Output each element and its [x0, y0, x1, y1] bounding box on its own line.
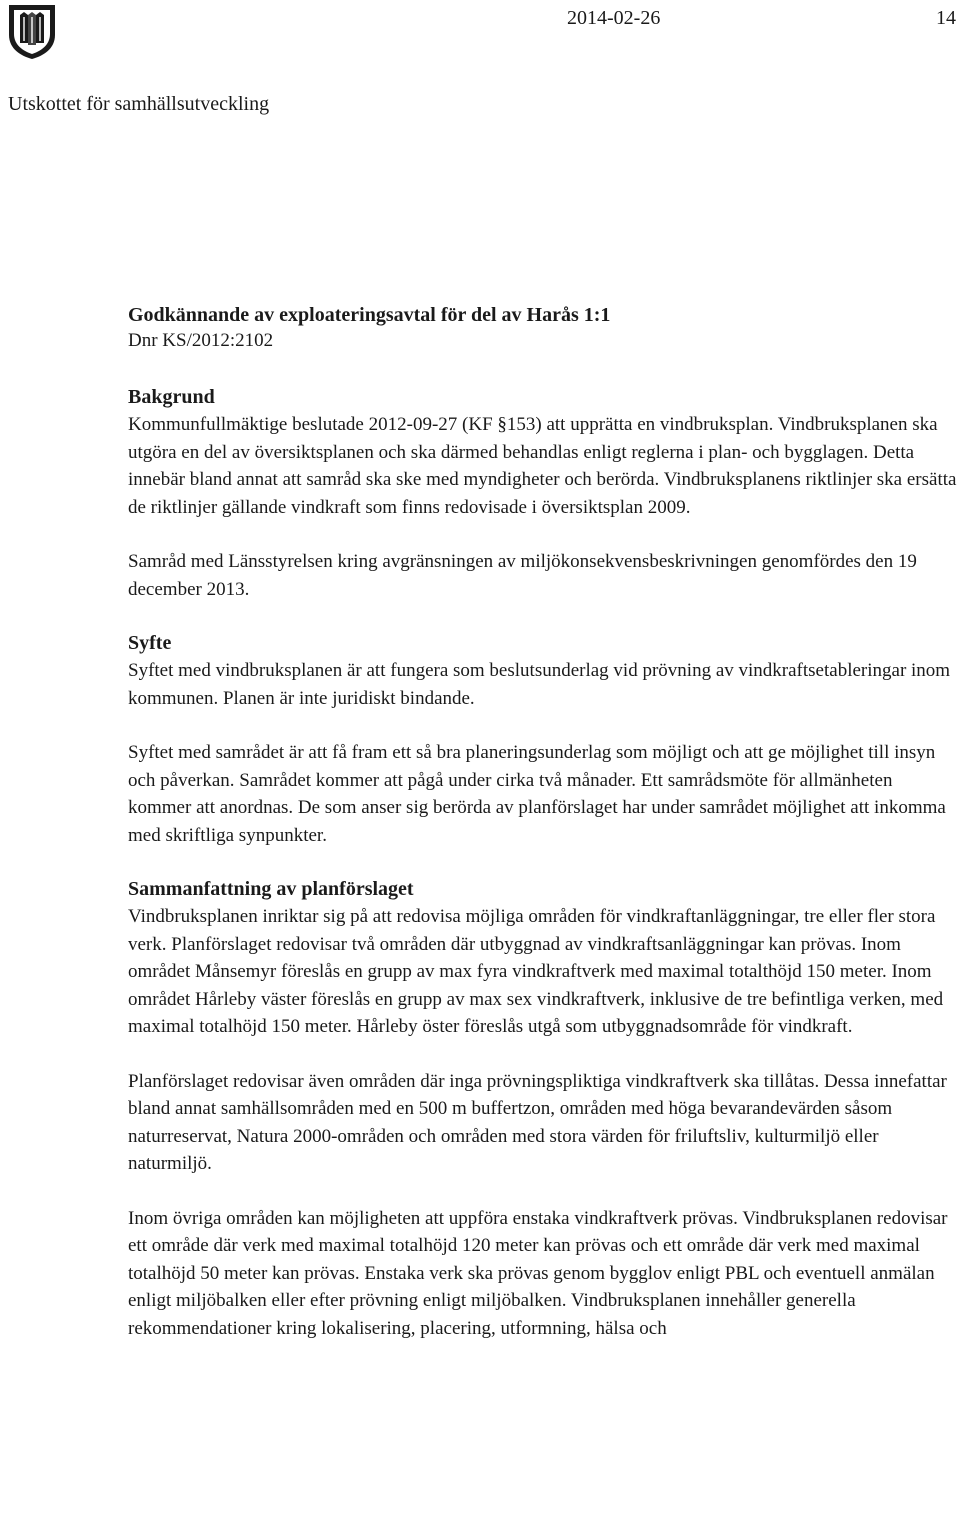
- paragraph-bakgrund-2: Samråd med Länsstyrelsen kring avgränsningen av miljökonsekvensbeskrivningen genomfördes den 19 december 2013.: [128, 551, 917, 600]
- document-body: [128, 302, 960, 1342]
- section-heading-sammanfattning: Sammanfattning av planförslaget: [128, 878, 414, 900]
- section-heading-bakgrund: Bakgrund: [128, 386, 215, 408]
- spacer: [128, 354, 960, 384]
- spacer: [128, 1178, 960, 1205]
- spacer: [128, 712, 960, 739]
- paragraph-sammanfattning-2: Planförslaget redovisar även områden där inga prövningspliktiga vindkraftverk ska tillåtas. Dessa innefattar bland annat samhällsområden med en 500 m buffertzon, områden med höga bevarandevärden såsom naturreservat, Natura 2000-områden och områden med stora värden för friluftsliv, kulturmiljö eller naturmiljö.: [128, 1070, 947, 1174]
- spacer: [128, 849, 960, 876]
- municipal-coat-of-arms-icon: [7, 3, 57, 60]
- paragraph-bakgrund-1: Kommunfullmäktige beslutade 2012-09-27 (KF §153) att upprätta en vindbruksplan. Vindbruksplanen ska utgöra en del av översiktsplanen och ska därmed behandlas enligt reglerna i plan- och bygglagen. Detta innebär bland annat att samråd ska ske med myndigheter och berörda. Vindbruksplanens riktlinjer ska ersätta de riktlinjer gällande vindkraft som finns redovisade i översiktsplan 2009.: [128, 414, 957, 518]
- spacer: [128, 603, 960, 630]
- paragraph-sammanfattning-1: Vindbruksplanen inriktar sig på att redovisa möjliga områden för vindkraftanläggningar, tre eller fler stora verk. Planförslaget redovisar två områden där utbyggnad av vindkraftsanläggningar kan prövas. Inom området Månsemyr föreslås en grupp av max fyra vindkraftverk med maximal totalthöjd 150 meter. Inom området Hårleby väster föreslås en grupp av max sex vindkraftverk, inklusive de tre befintliga verken, med maximal totalhöjd 150 meter. Hårleby öster föreslås utgå som utbyggnadsområde för vindkraft.: [128, 906, 944, 1037]
- case-dnr: Dnr KS/2012:2102: [128, 330, 274, 351]
- spacer: [128, 1041, 960, 1068]
- section-heading-syfte: Syfte: [128, 632, 172, 654]
- paragraph-syfte-2: Syftet med samrådet är att få fram ett så bra planeringsunderlag som möjligt och att ge möjlighet till insyn och påverkan. Samrådet kommer att pågå under cirka två månader. Ett samrådsmöte för allmänheten kommer att anordnas. De som anser sig berörda av planförslaget har under samrådet möjlighet att inkomma med skriftliga synpunkter.: [128, 742, 946, 846]
- page-number: 14: [936, 7, 956, 29]
- spacer: [128, 521, 960, 548]
- case-title: Godkännande av exploateringsavtal för del av Harås 1:1: [128, 304, 611, 326]
- paragraph-sammanfattning-3: Inom övriga områden kan möjligheten att uppföra enstaka vindkraftverk prövas. Vindbruksplanen redovisar ett område där verk med maximal totalhöjd 120 meter kan prövas och ett område där verk med maximal totalhöjd 50 meter kan prövas. Enstaka verk ska prövas genom bygglov enligt PBL och eventuell anmälan enligt miljöbalken eller efter prövning enligt miljöbalken. Vindbruksplanen innehåller generella rekommendationer kring lokalisering, placering, utformning, hälsa och: [128, 1207, 948, 1339]
- paragraph-syfte-1: Syftet med vindbruksplanen är att fungera som beslutsunderlag vid prövning av vindkraftsetableringar inom kommunen. Planen är inte juridiskt bindande.: [128, 660, 951, 709]
- committee-name: Utskottet för samhällsutveckling: [8, 93, 270, 115]
- document-date: 2014-02-26: [567, 7, 661, 29]
